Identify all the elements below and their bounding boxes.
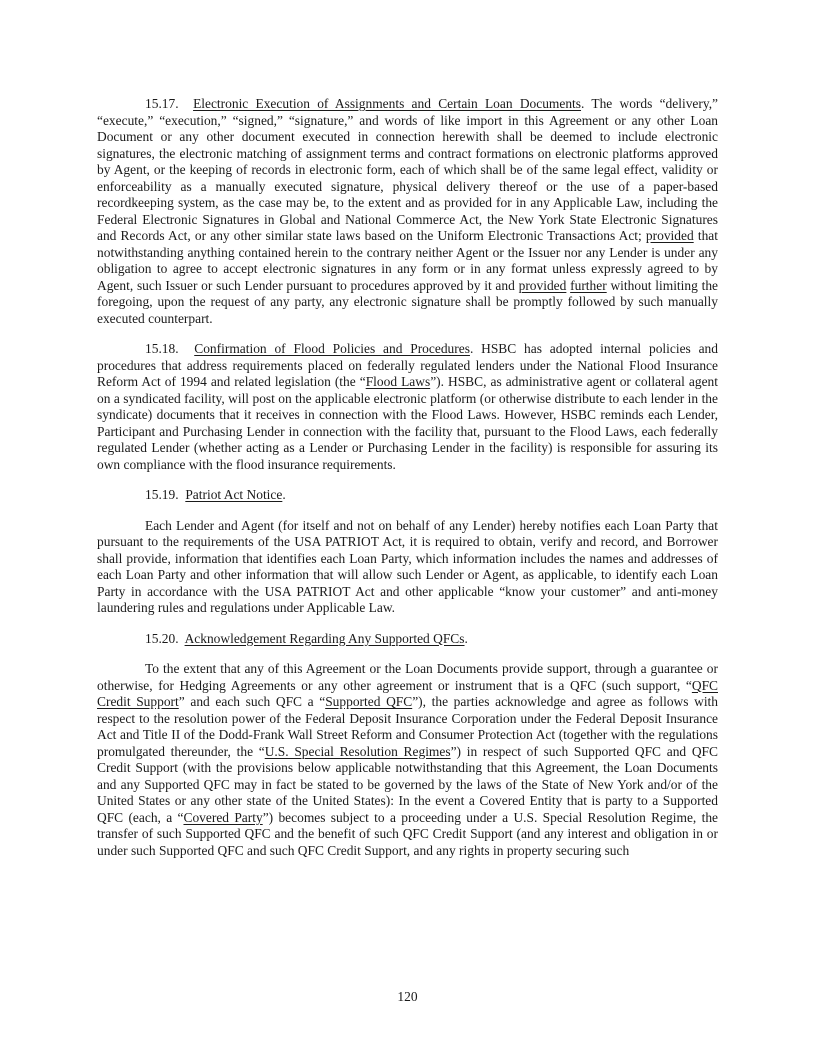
section-heading: Patriot Act Notice xyxy=(185,487,283,502)
section-heading: Confirmation of Flood Policies and Procedures xyxy=(194,341,470,356)
section-15-20-heading: 15.20. Acknowledgement Regarding Any Supported QFCs. xyxy=(145,630,468,646)
page-content xyxy=(97,96,718,873)
defined-term-covered-party: Covered Party xyxy=(183,809,263,825)
section-number: 15.17. xyxy=(145,96,179,111)
section-number: 15.20. xyxy=(145,630,179,646)
section-15-18: 15.18. Confirmation of Flood Policies and Procedures. HSBC has adopted internal policies and procedures that address requirements placed on federally regulated lenders under the National Flood Insurance Reform Act of 1994 and related legislation (the “Flood Laws”). HSBC, as administrative agent or collateral agent on a syndicated facility, will post on the applicable electronic platform (or otherwise distribute to each lender in the syndicate) documents that it receives in connection with the Flood Laws. However, HSBC reminds each Lender, Participant and Purchasing Lender in connection with the facility that, pursuant to the Flood Laws, each federally regulated Lender (whether acting as a Lender or Purchasing Lender in the facility) is responsible for assuring its own compliance with the flood insurance requirements. xyxy=(97,341,718,472)
page-number: 120 xyxy=(397,989,418,1004)
section-15-17: 15.17. Electronic Execution of Assignments and Certain Loan Documents. The words “delivery,” “execute,” “execution,” “signed,” “signature,” and words of like import in this Agreement or any other Loan Document or any other document executed in connection herewith shall be deemed to include electronic signatures, the electronic matching of assignment terms and contract formations on electronic platforms approved by Agent, or the keeping of records in electronic form, each of which shall be of the same legal effect, validity or enforceability as a manually executed signature, physical delivery thereof or the use of a paper-based recordkeeping system, as the case may be, to the extent and as provided for in any Applicable Law, including the Federal Electronic Signatures in Global and National Commerce Act, the New York State Electronic Signatures and Records Act, or any other similar state laws based on the Uniform Electronic Transactions Act; provided that notwithstanding anything contained herein to the contrary neither Agent or the Issuer nor any Lender is under any obligation to agree to accept electronic signatures in any form or in any format unless expressly agreed to by Agent, such Issuer or such Lender pursuant to procedures approved by it and provided further without limiting the foregoing, upon the request of any party, any electronic signature shall be promptly followed by such manually executed counterpart. xyxy=(97,96,719,326)
defined-term-supported-qfc: Supported QFC xyxy=(325,694,413,709)
section-heading: Acknowledgement Regarding Any Supported QFCs xyxy=(184,630,465,646)
section-heading: Electronic Execution of Assignments and Certain Loan Documents xyxy=(193,96,582,111)
section-number: 15.18. xyxy=(145,341,179,356)
defined-term-flood-laws: Flood Laws xyxy=(365,374,431,389)
defined-term-us-special-resolution-regimes: U.S. Special Resolution Regimes xyxy=(264,743,451,759)
provided-term: provided xyxy=(518,277,567,293)
section-15-19-heading: 15.19. Patriot Act Notice. xyxy=(145,487,286,502)
defined-term-qfc-credit-support: QFC Credit Support xyxy=(97,677,718,709)
further-term: further xyxy=(570,277,607,293)
provided-term: provided xyxy=(645,228,694,243)
section-15-20-body: To the extent that any of this Agreement or the Loan Documents provide support, through a guarantee or otherwise, for Hedging Agreements or any other agreement or instrument that is a QFC (such support, “QFC Credit Support” and each such QFC a “Supported QFC”), the parties acknowledge and agree as follows with respect to the resolution power of the Federal Deposit Insurance Corporation under the Federal Deposit Insurance Act and Title II of the Dodd-Frank Wall Street Reform and Consumer Protection Act (together with the regulations promulgated thereunder, the “U.S. Special Resolution Regimes”) in respect of such Supported QFC and QFC Credit Support (with the provisions below applicable notwithstanding that this Agreement, the Loan Documents and any Supported QFC may in fact be stated to be governed by the laws of the State of New York and/or of the United States or any other state of the United States): In the event a Covered Entity that is party to a Supported QFC (each, a “Covered Party”) becomes subject to a proceeding under a U.S. Special Resolution Regime, the transfer of such Supported QFC and the benefit of such QFC Credit Support (and any interest and obligation in or under such Supported QFC and such QFC Credit Support, and any rights in property securing such xyxy=(97,661,719,858)
section-number: 15.19. xyxy=(145,487,179,502)
section-15-19-body: Each Lender and Agent (for itself and not on behalf of any Lender) hereby notifies each Loan Party that pursuant to the requirements of the USA PATRIOT Act, it is required to obtain, verify and record, and Borrower shall provide, information that identifies each Loan Party, which information includes the names and addresses of each Loan Party and other information that will allow such Lender or Agent, as applicable, to identify each Loan Party in accordance with the USA PATRIOT Act and other applicable “know your customer” and anti-money laundering rules and regulations under Applicable Law. xyxy=(97,517,718,615)
